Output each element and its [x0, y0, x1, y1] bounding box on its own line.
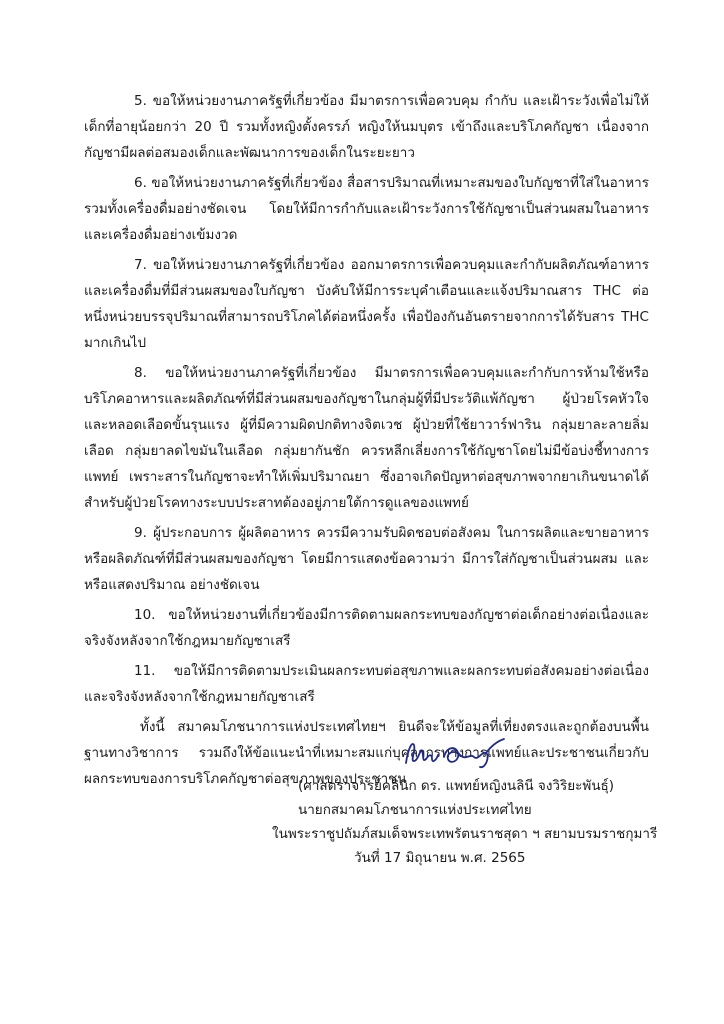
recommendation-5: 5. ขอให้หน่วยงานภาครัฐที่เกี่ยวข้อง มีมาตรการเพื่อควบคุม กำกับ และเฝ้าระวังเพื่อไม่ให้เด็กที่อายุน้อยกว่า 20 ปี รวมทั้งหญิงตั้งครรภ์ หญิงให้นมบุตร เข้าถึงและบริโภคกัญชา เนื่องจากกัญชามีผลต่อสมองเด็กและพัฒนาการของเด็กในระยะยาว — [84, 93, 649, 161]
handwritten-signature — [400, 735, 510, 771]
royal-patronage: ในพระราชูปถัมภ์สมเด็จพระเทพรัตนราชสุดา ฯ สยามบรมราชกุมารี — [272, 826, 658, 842]
signature-block — [270, 774, 658, 870]
recommendation-7: 7. ขอให้หน่วยงานภาครัฐที่เกี่ยวข้อง ออกมาตรการเพื่อควบคุมและกำกับผลิตภัณฑ์อาหารและเครื่องดื่มที่มีส่วนผสมของใบกัญชา บังคับให้มีการระบุคำเตือนและแจ้งปริมาณสาร THC ต่อหนึ่งหน่วยบรรจุปริมาณที่สามารถบริโภคได้ต่อหนึ่งครั้ง เพื่อป้องกันอันตรายจากการได้รับสาร THC มากเกินไป — [84, 257, 649, 351]
recommendation-9: 9. ผู้ประกอบการ ผู้ผลิตอาหาร ควรมีความรับผิดชอบต่อสังคม ในการผลิตและขายอาหารหรือผลิตภัณฑ์ที่มีส่วนผสมของกัญชา โดยมีการแสดงข้อความว่า มีการใส่กัญชาเป็นส่วนผสม และหรือแสดงปริมาณ อย่างชัดเจน — [84, 525, 649, 593]
recommendation-11: 11. ขอให้มีการติดตามประเมินผลกระทบต่อสุขภาพและผลกระทบต่อสังคมอย่างต่อเนื่องและจริงจังหลังจากใช้กฎหมายกัญชาเสรี — [84, 663, 649, 705]
signatory-title: นายกสมาคมโภชนาการแห่งประเทศไทย — [298, 802, 532, 818]
document-body — [84, 88, 649, 796]
recommendation-10: 10. ขอให้หน่วยงานที่เกี่ยวข้องมีการติดตามผลกระทบของกัญชาต่อเด็กอย่างต่อเนื่องและจริงจังหลังจากใช้กฎหมายกัญชาเสรี — [84, 607, 649, 649]
closing-statement: ทั้งนี้ สมาคมโภชนาการแห่งประเทศไทยฯ ยินดีจะให้ข้อมูลที่เที่ยงตรงและถูกต้องบนพื้นฐานทางวิชาการ รวมถึงให้ข้อแนะนำที่เหมาะสมแก่บุคลากรทางการแพทย์และประชาชนเกี่ยวกับผลกระทบของการบริโภคกัญชาต่อสุขภาพของประชาชน — [84, 719, 649, 787]
recommendation-8: 8. ขอให้หน่วยงานภาครัฐที่เกี่ยวข้อง มีมาตรการเพื่อควบคุมและกำกับการห้ามใช้หรือบริโภคอาหารและผลิตภัณฑ์ที่มีส่วนผสมของกัญชาในกลุ่มผู้ที่มีประวัติแพ้กัญชา ผู้ป่วยโรคหัวใจและหลอดเลือดขั้นรุนแรง ผู้ที่มีความผิดปกติทางจิตเวช ผู้ป่วยที่ใช้ยาวาร์ฟาริน กลุ่มยาละลายลิ่มเลือด กลุ่มยาลดไขมันในเลือด กลุ่มยากันชัก ควรหลีกเลี่ยงการใช้กัญชาโดยไม่มีข้อบ่งชี้ทางการแพทย์ เพราะสารในกัญชาจะทำให้เพิ่มปริมาณยา ซึ่งอาจเกิดปัญหาต่อสุขภาพจากยาเกินขนาดได้ สำหรับผู้ป่วยโรคทางระบบประสาทต้องอยู่ภายใต้การดูแลของแพทย์ — [84, 365, 649, 511]
recommendation-6: 6. ขอให้หน่วยงานภาครัฐที่เกี่ยวข้อง สื่อสารปริมาณที่เหมาะสมของใบกัญชาที่ใส่ในอาหาร รวมทั้งเครื่องดื่มอย่างชัดเจน โดยให้มีการกำกับและเฝ้าระวังการใช้กัญชาเป็นส่วนผสมในอาหารและเครื่องดื่มอย่างเข้มงวด — [84, 175, 649, 243]
document-date: วันที่ 17 มิถุนายน พ.ศ. 2565 — [354, 850, 526, 866]
signatory-name: (ศาสตราจารย์คลินิก ดร. แพทย์หญิงนลินี จงวิริยะพันธุ์) — [298, 778, 615, 794]
